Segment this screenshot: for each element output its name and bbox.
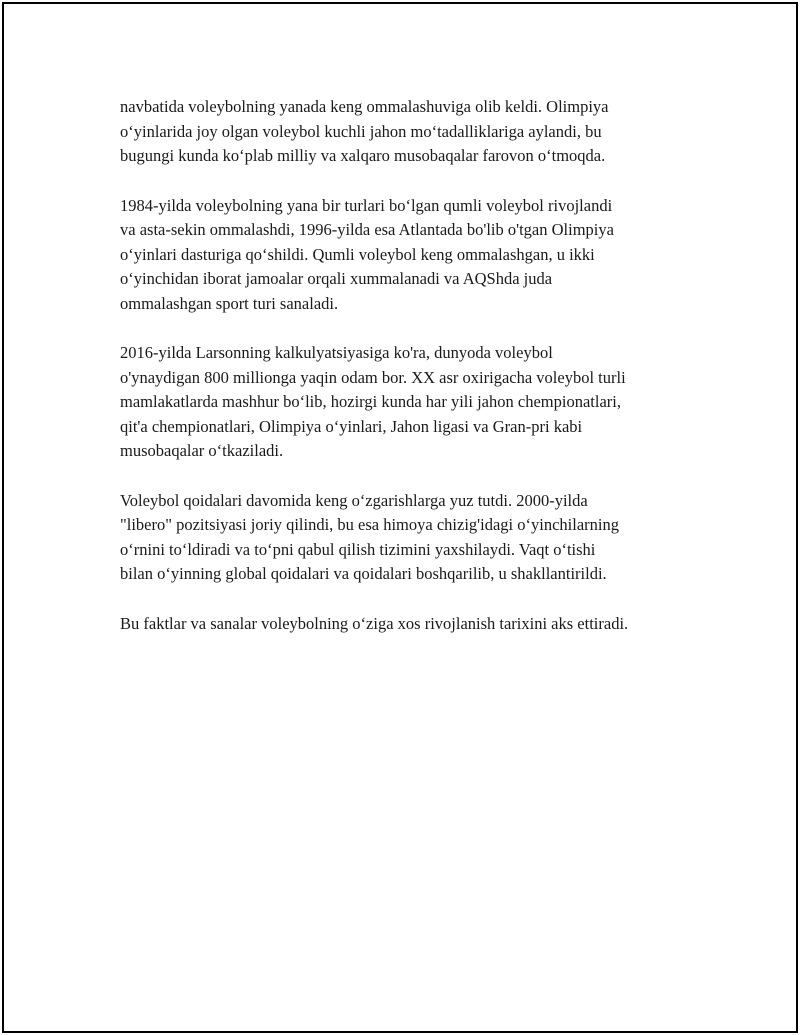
- text-line: bugungi kunda ko‘plab milliy va xalqaro musobaqalar farovon o‘tmoqda.: [120, 146, 606, 165]
- text-line: Bu faktlar va sanalar voleybolning o‘ziga xos rivojlanish tarixini aks ettiradi.: [120, 613, 629, 633]
- text-line: navbatida voleybolning yanada keng ommalashuviga olib keldi. Olimpiya: [120, 97, 609, 116]
- text-line: musobaqalar o‘tkaziladi.: [120, 441, 284, 460]
- text-line: o‘rnini to‘ldiradi va to‘pni qabul qilish tizimini yaxshilaydi. Vaqt o‘tishi: [120, 539, 596, 559]
- document-page: [2, 2, 798, 1033]
- paragraph-3: [120, 341, 700, 464]
- text-line: bilan o‘yinning global qoidalari va qoidalari boshqarilib, u shakllantirildi.: [120, 564, 607, 583]
- text-line: o‘yinlari dasturiga qo‘shildi. Qumli voleybol keng ommalashgan, u ikki: [120, 244, 595, 264]
- text-line: 1984-yilda voleybolning yana bir turlari bo‘lgan qumli voleybol rivojlandi: [120, 195, 613, 215]
- paragraph-4: [120, 489, 700, 587]
- paragraph-5: [120, 612, 700, 637]
- text-line: o‘yinlarida joy olgan voleybol kuchli jahon mo‘tadalliklariga aylandi, bu: [120, 121, 602, 141]
- text-line: qit'a chempionatlari, Olimpiya o‘yinlari, Jahon ligasi va Gran-pri kabi: [120, 416, 583, 436]
- text-line: o‘yinchidan iborat jamoalar orqali xummalanadi va AQShda juda: [120, 269, 553, 288]
- paragraph-2: [120, 194, 700, 317]
- text-line: ommalashgan sport turi sanaladi.: [120, 293, 339, 313]
- text-line: "libero" pozitsiyasi joriy qilindi, bu esa himoya chizig'idagi o‘yinchilarning: [120, 515, 619, 534]
- text-line: Voleybol qoidalari davomida keng o‘zgarishlarga yuz tutdi. 2000-yilda: [120, 490, 588, 510]
- document-body: [120, 95, 700, 661]
- paragraph-1: [120, 95, 700, 169]
- text-line: va asta-sekin ommalashdi, 1996-yilda esa Atlantada bo'lib o'tgan Olimpiya: [120, 220, 614, 239]
- text-line: mamlakatlarda mashhur bo‘lib, hozirgi kunda har yili jahon chempionatlari,: [120, 392, 621, 411]
- text-line: 2016-yilda Larsonning kalkulyatsiyasiga ko'ra, dunyoda voleybol: [120, 343, 553, 362]
- text-line: o'ynaydigan 800 millionga yaqin odam bor. XX asr oxirigacha voleybol turli: [120, 367, 626, 387]
